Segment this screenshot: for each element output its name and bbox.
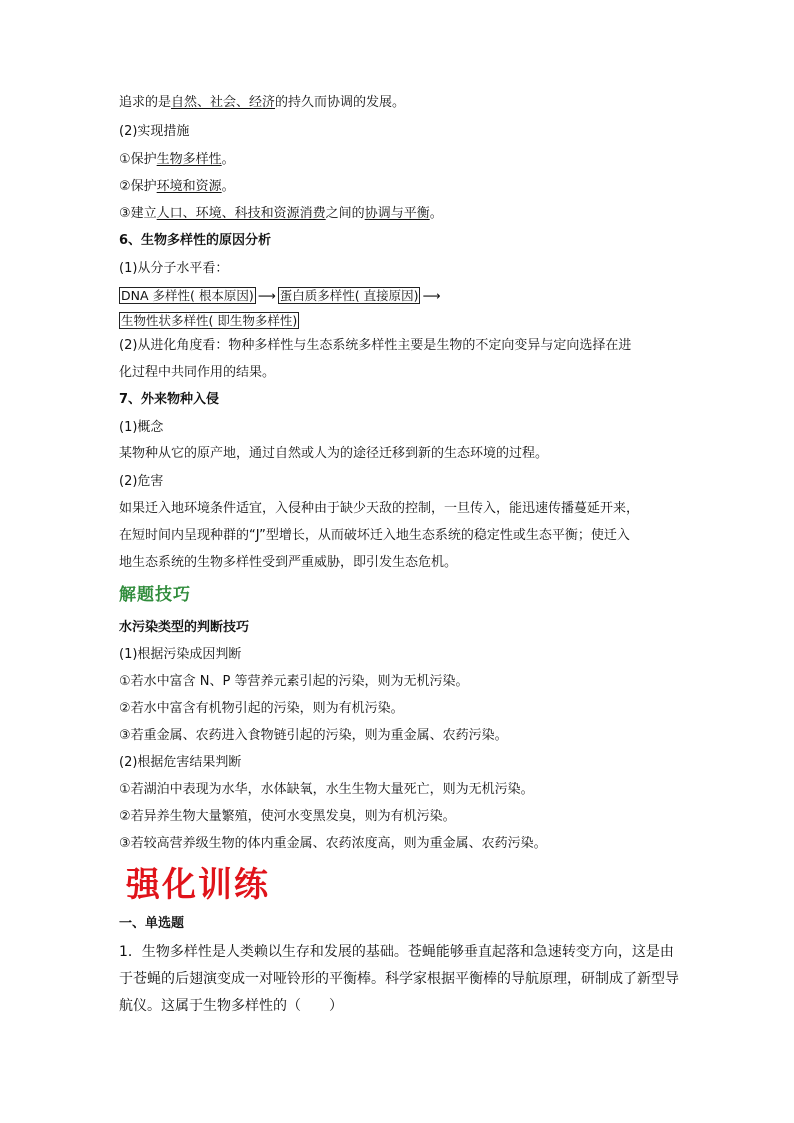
paragraph-line: 化过程中共同作用的结果。 bbox=[119, 365, 276, 380]
flow-diagram bbox=[119, 286, 442, 306]
section-title: 7、外来物种入侵 bbox=[119, 392, 220, 407]
list-item bbox=[119, 204, 443, 224]
list-item: ①若水中富含 N、P 等营养元素引起的污染，则为无机污染。 bbox=[119, 674, 469, 689]
paragraph-line: 地生态系统的生物多样性受到严重威胁，即引发生态危机。 bbox=[119, 555, 458, 570]
underlined-text: 生物多样性 bbox=[156, 152, 222, 167]
subheading: (2)根据危害结果判断 bbox=[119, 755, 242, 770]
list-item: ②若水中富含有机物引起的污染，则为有机污染。 bbox=[119, 701, 404, 716]
text: 之间的 bbox=[325, 206, 365, 221]
paragraph-line: 如果迁入地环境条件适宜，入侵种由于缺少天敌的控制，一旦传入，能迅速传播蔓延开来， bbox=[119, 501, 640, 516]
section-title: 一、单选题 bbox=[119, 916, 185, 931]
flow-box: 蛋白质多样性( 直接原因) bbox=[279, 288, 419, 303]
underlined-text: 人口、环境、科技和资源消费 bbox=[156, 206, 326, 221]
question-line: 航仪。这属于生物多样性的（ ） bbox=[119, 998, 343, 1014]
text: ②保护 bbox=[119, 179, 157, 194]
underlined-text: 环境和资源 bbox=[156, 179, 222, 194]
underlined-text: 协调与平衡 bbox=[364, 206, 430, 221]
paragraph-line: 某物种从它的原产地，通过自然或人为的途径迁移到新的生态环境的过程。 bbox=[119, 446, 549, 461]
question-line: 1．生物多样性是人类赖以生存和发展的基础。苍蝇能够垂直起落和急速转变方向，这是由 bbox=[119, 944, 674, 960]
section-title: 6、生物多样性的原因分析 bbox=[119, 233, 272, 248]
list-item: ③若重金属、农药进入食物链引起的污染，则为重金属、农药污染。 bbox=[119, 728, 508, 743]
flow-box: 生物性状多样性( 即生物多样性) bbox=[121, 313, 298, 328]
subheading: (1)从分子水平看： bbox=[119, 261, 229, 276]
flow-diagram-row bbox=[119, 311, 299, 331]
text: 追求的是 bbox=[119, 95, 172, 110]
arrow-icon: ⟶ bbox=[257, 288, 276, 303]
tips-heading: 解题技巧 bbox=[119, 585, 191, 605]
text: 。 bbox=[429, 206, 443, 221]
list-item: ①若湖泊中表现为水华，水体缺氧，水生生物大量死亡，则为无机污染。 bbox=[119, 782, 534, 797]
flow-box: DNA 多样性( 根本原因) bbox=[121, 288, 254, 303]
list-item: ②若异养生物大量繁殖，使河水变黑发臭，则为有机污染。 bbox=[119, 809, 456, 824]
underlined-text: 自然、社会、经济 bbox=[171, 95, 276, 110]
list-item bbox=[119, 177, 235, 197]
paragraph-line: 在短时间内呈现种群的“J”型增长，从而破坏迁入地生态系统的稳定性或生态平衡；使迁入 bbox=[119, 528, 630, 543]
arrow-icon: ⟶ bbox=[422, 288, 441, 303]
text: ③建立 bbox=[119, 206, 157, 221]
text: 。 bbox=[221, 179, 235, 194]
text: 。 bbox=[221, 152, 235, 167]
list-item: ③若较高营养级生物的体内重金属、农药浓度高，则为重金属、农药污染。 bbox=[119, 836, 547, 851]
subheading: (2)危害 bbox=[119, 474, 164, 489]
text: 的持久而协调的发展。 bbox=[275, 95, 406, 110]
subheading: (2)实现措施 bbox=[119, 124, 190, 139]
tips-title: 水污染类型的判断技巧 bbox=[119, 620, 250, 635]
subheading: (1)概念 bbox=[119, 420, 164, 435]
paragraph-line: (2)从进化角度看：物种多样性与生态系统多样性主要是生物的不定向变异与定向选择在进 bbox=[119, 338, 632, 353]
paragraph-line bbox=[119, 93, 405, 113]
text: ①保护 bbox=[119, 152, 157, 167]
subheading: (1)根据污染成因判断 bbox=[119, 647, 242, 662]
training-heading: 强化训练 bbox=[126, 865, 270, 905]
list-item bbox=[119, 150, 235, 170]
question-line: 于苍蝇的后翅演变成一对哑铃形的平衡棒。科学家根据平衡棒的导航原理，研制成了新型导 bbox=[119, 971, 679, 987]
